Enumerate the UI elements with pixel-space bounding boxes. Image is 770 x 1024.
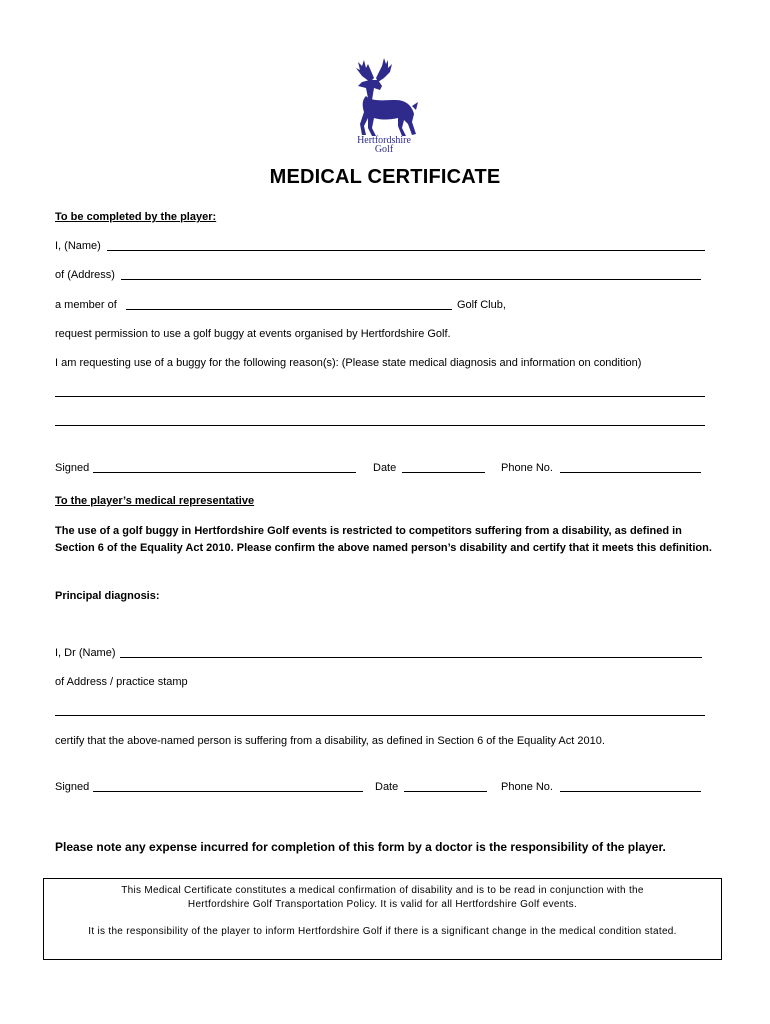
player-address-label: of (Address) — [55, 269, 115, 281]
dr-name-label: I, Dr (Name) — [55, 647, 116, 659]
dr-signature-field[interactable] — [93, 791, 363, 792]
stag-icon — [344, 56, 424, 138]
dr-name-field[interactable] — [120, 657, 702, 658]
player-signed-label: Signed — [55, 462, 90, 474]
request-text: request permission to use a golf buggy at events organised by Hertfordshire Golf. — [55, 328, 451, 340]
medical-statement: The use of a golf buggy in Hertfordshire Golf events is restricted to competitors suffering from a disability, as defined in Section 6 of the Equality Act 2010. Please confirm the above named person’s disability and certify that it meets this definition. — [55, 525, 712, 554]
golf-club-field[interactable] — [126, 309, 452, 310]
footer-info-box — [43, 878, 722, 960]
player-name-label: I, (Name) — [55, 240, 101, 252]
player-address-field[interactable] — [121, 279, 701, 280]
footer-line-3: It is the responsibility of the player to inform Hertfordshire Golf if there is a significant change in the medical condition stated. — [88, 926, 677, 937]
practice-address-label: of Address / practice stamp — [55, 676, 188, 688]
logo-text-line1: Hertfordshire — [357, 135, 411, 146]
golf-club-suffix: Golf Club, — [457, 299, 506, 311]
hertfordshire-golf-logo — [344, 56, 424, 158]
expense-note: Please note any expense incurred for completion of this form by a doctor is the responsibility of the player. — [55, 840, 666, 854]
page-title: MEDICAL CERTIFICATE — [269, 166, 501, 188]
player-phone-label: Phone No. — [501, 462, 553, 474]
player-section-heading: To be completed by the player: — [55, 211, 217, 223]
reason-field-line-1[interactable] — [55, 396, 705, 397]
player-signature-field[interactable] — [93, 472, 356, 473]
footer-line-2: Hertfordshire Golf Transportation Policy. It is valid for all Hertfordshire Golf events. — [187, 899, 578, 910]
player-name-field[interactable] — [107, 250, 705, 251]
practice-address-field[interactable] — [55, 715, 705, 716]
player-phone-field[interactable] — [560, 472, 701, 473]
medical-section-heading: To the player’s medical representative — [55, 495, 255, 507]
reason-text: I am requesting use of a buggy for the following reason(s): (Please state medical diagnosis and information on condition) — [55, 357, 642, 369]
dr-date-label: Date — [375, 781, 399, 793]
dr-signed-label: Signed — [55, 781, 90, 793]
footer-line-1: This Medical Certificate constitutes a medical confirmation of disability and is to be read in conjunction with the — [121, 885, 644, 896]
dr-phone-label: Phone No. — [501, 781, 553, 793]
logo-text-line2: Golf — [374, 144, 394, 155]
reason-field-line-2[interactable] — [55, 425, 705, 426]
member-label: a member of — [55, 299, 117, 311]
certify-text: certify that the above-named person is suffering from a disability, as defined in Section 6 of the Equality Act 2010. — [55, 735, 605, 747]
dr-phone-field[interactable] — [560, 791, 701, 792]
player-date-field[interactable] — [402, 472, 485, 473]
diagnosis-label: Principal diagnosis: — [55, 590, 160, 602]
player-date-label: Date — [373, 462, 397, 474]
dr-date-field[interactable] — [404, 791, 487, 792]
